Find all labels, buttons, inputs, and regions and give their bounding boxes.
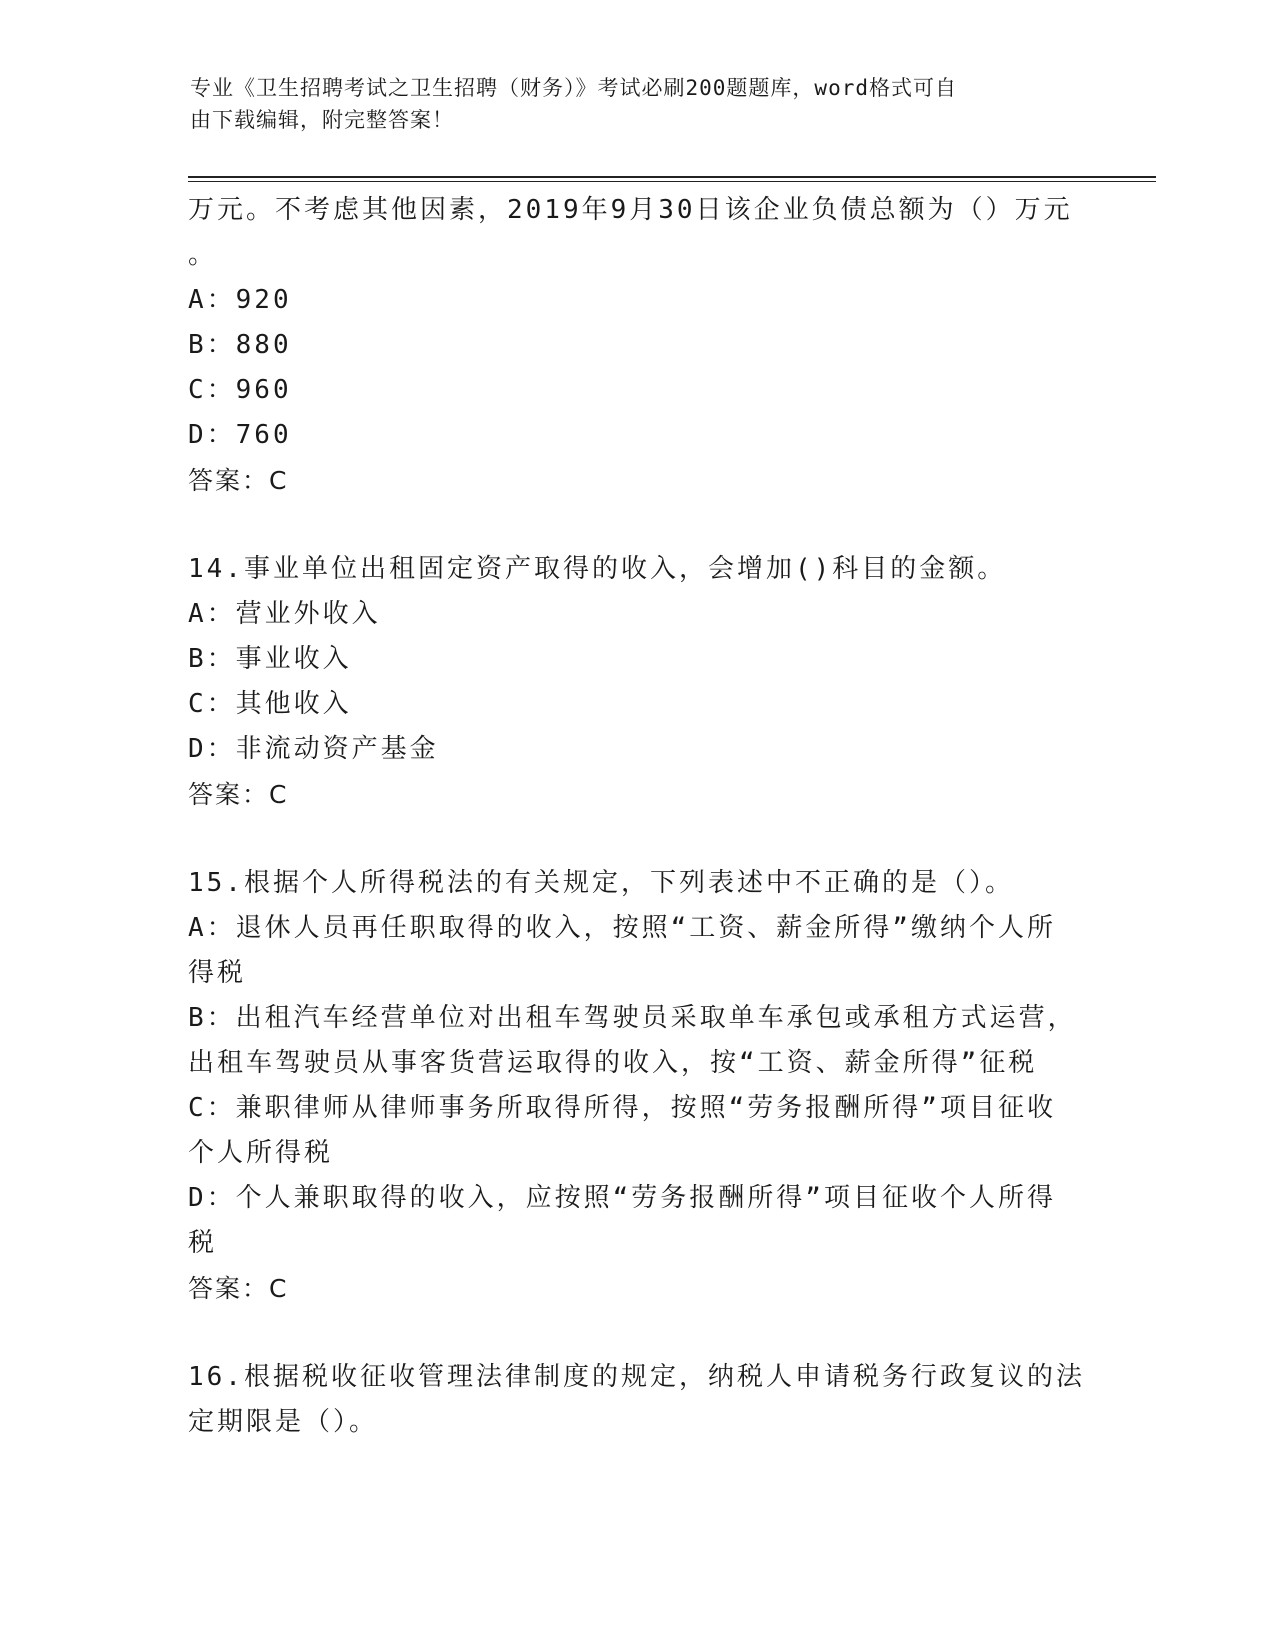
option-d: D：个人兼职取得的收入，应按照“劳务报酬所得”项目征收个人所得	[188, 1183, 1056, 1213]
question-text: 定期限是（）。	[188, 1407, 379, 1437]
question-13-continuation	[188, 188, 1088, 503]
question-text: 。	[188, 240, 218, 270]
option-b: B：事业收入	[188, 644, 352, 674]
question-16	[188, 1355, 1088, 1445]
option-b: B：880	[188, 330, 292, 360]
answer: 答案：C	[188, 780, 289, 809]
header-line: 专业《卫生招聘考试之卫生招聘（财务）》考试必刷200题题库，word格式可自	[190, 76, 957, 100]
option-b: B：出租汽车经营单位对出租车驾驶员采取单车承包或承租方式运营，	[188, 1003, 1077, 1033]
header-line: 由下载编辑，附完整答案！	[190, 108, 454, 132]
question-text: 14.事业单位出租固定资产取得的收入，会增加()科目的金额。	[188, 554, 1007, 584]
answer: 答案：C	[188, 466, 289, 495]
option-a: A：营业外收入	[188, 599, 381, 629]
header-divider	[188, 176, 1156, 182]
answer: 答案：C	[188, 1274, 289, 1303]
option-c: C：960	[188, 375, 292, 405]
question-15	[188, 861, 1088, 1311]
option-d: D：非流动资产基金	[188, 734, 439, 764]
option-d-cont: 税	[188, 1228, 218, 1258]
question-text: 16.根据税收征收管理法律制度的规定，纳税人申请税务行政复议的法	[188, 1362, 1085, 1392]
question-text: 15.根据个人所得税法的有关规定，下列表述中不正确的是（）。	[188, 868, 1014, 898]
question-text: 万元。不考虑其他因素，2019年9月30日该企业负债总额为（）万元	[188, 195, 1073, 225]
option-a: A：920	[188, 285, 292, 315]
option-a-cont: 得税	[188, 958, 247, 988]
document-header	[190, 72, 1090, 136]
option-a: A：退休人员再任职取得的收入，按照“工资、薪金所得”缴纳个人所	[188, 913, 1056, 943]
question-14	[188, 547, 1088, 817]
option-c: C：兼职律师从律师事务所取得所得，按照“劳务报酬所得”项目征收	[188, 1093, 1056, 1123]
option-c: C：其他收入	[188, 689, 352, 719]
document-body	[188, 188, 1088, 1445]
option-c-cont: 个人所得税	[188, 1138, 334, 1168]
option-d: D：760	[188, 420, 292, 450]
option-b-cont: 出租车驾驶员从事客货营运取得的收入，按“工资、薪金所得”征税	[188, 1048, 1038, 1078]
